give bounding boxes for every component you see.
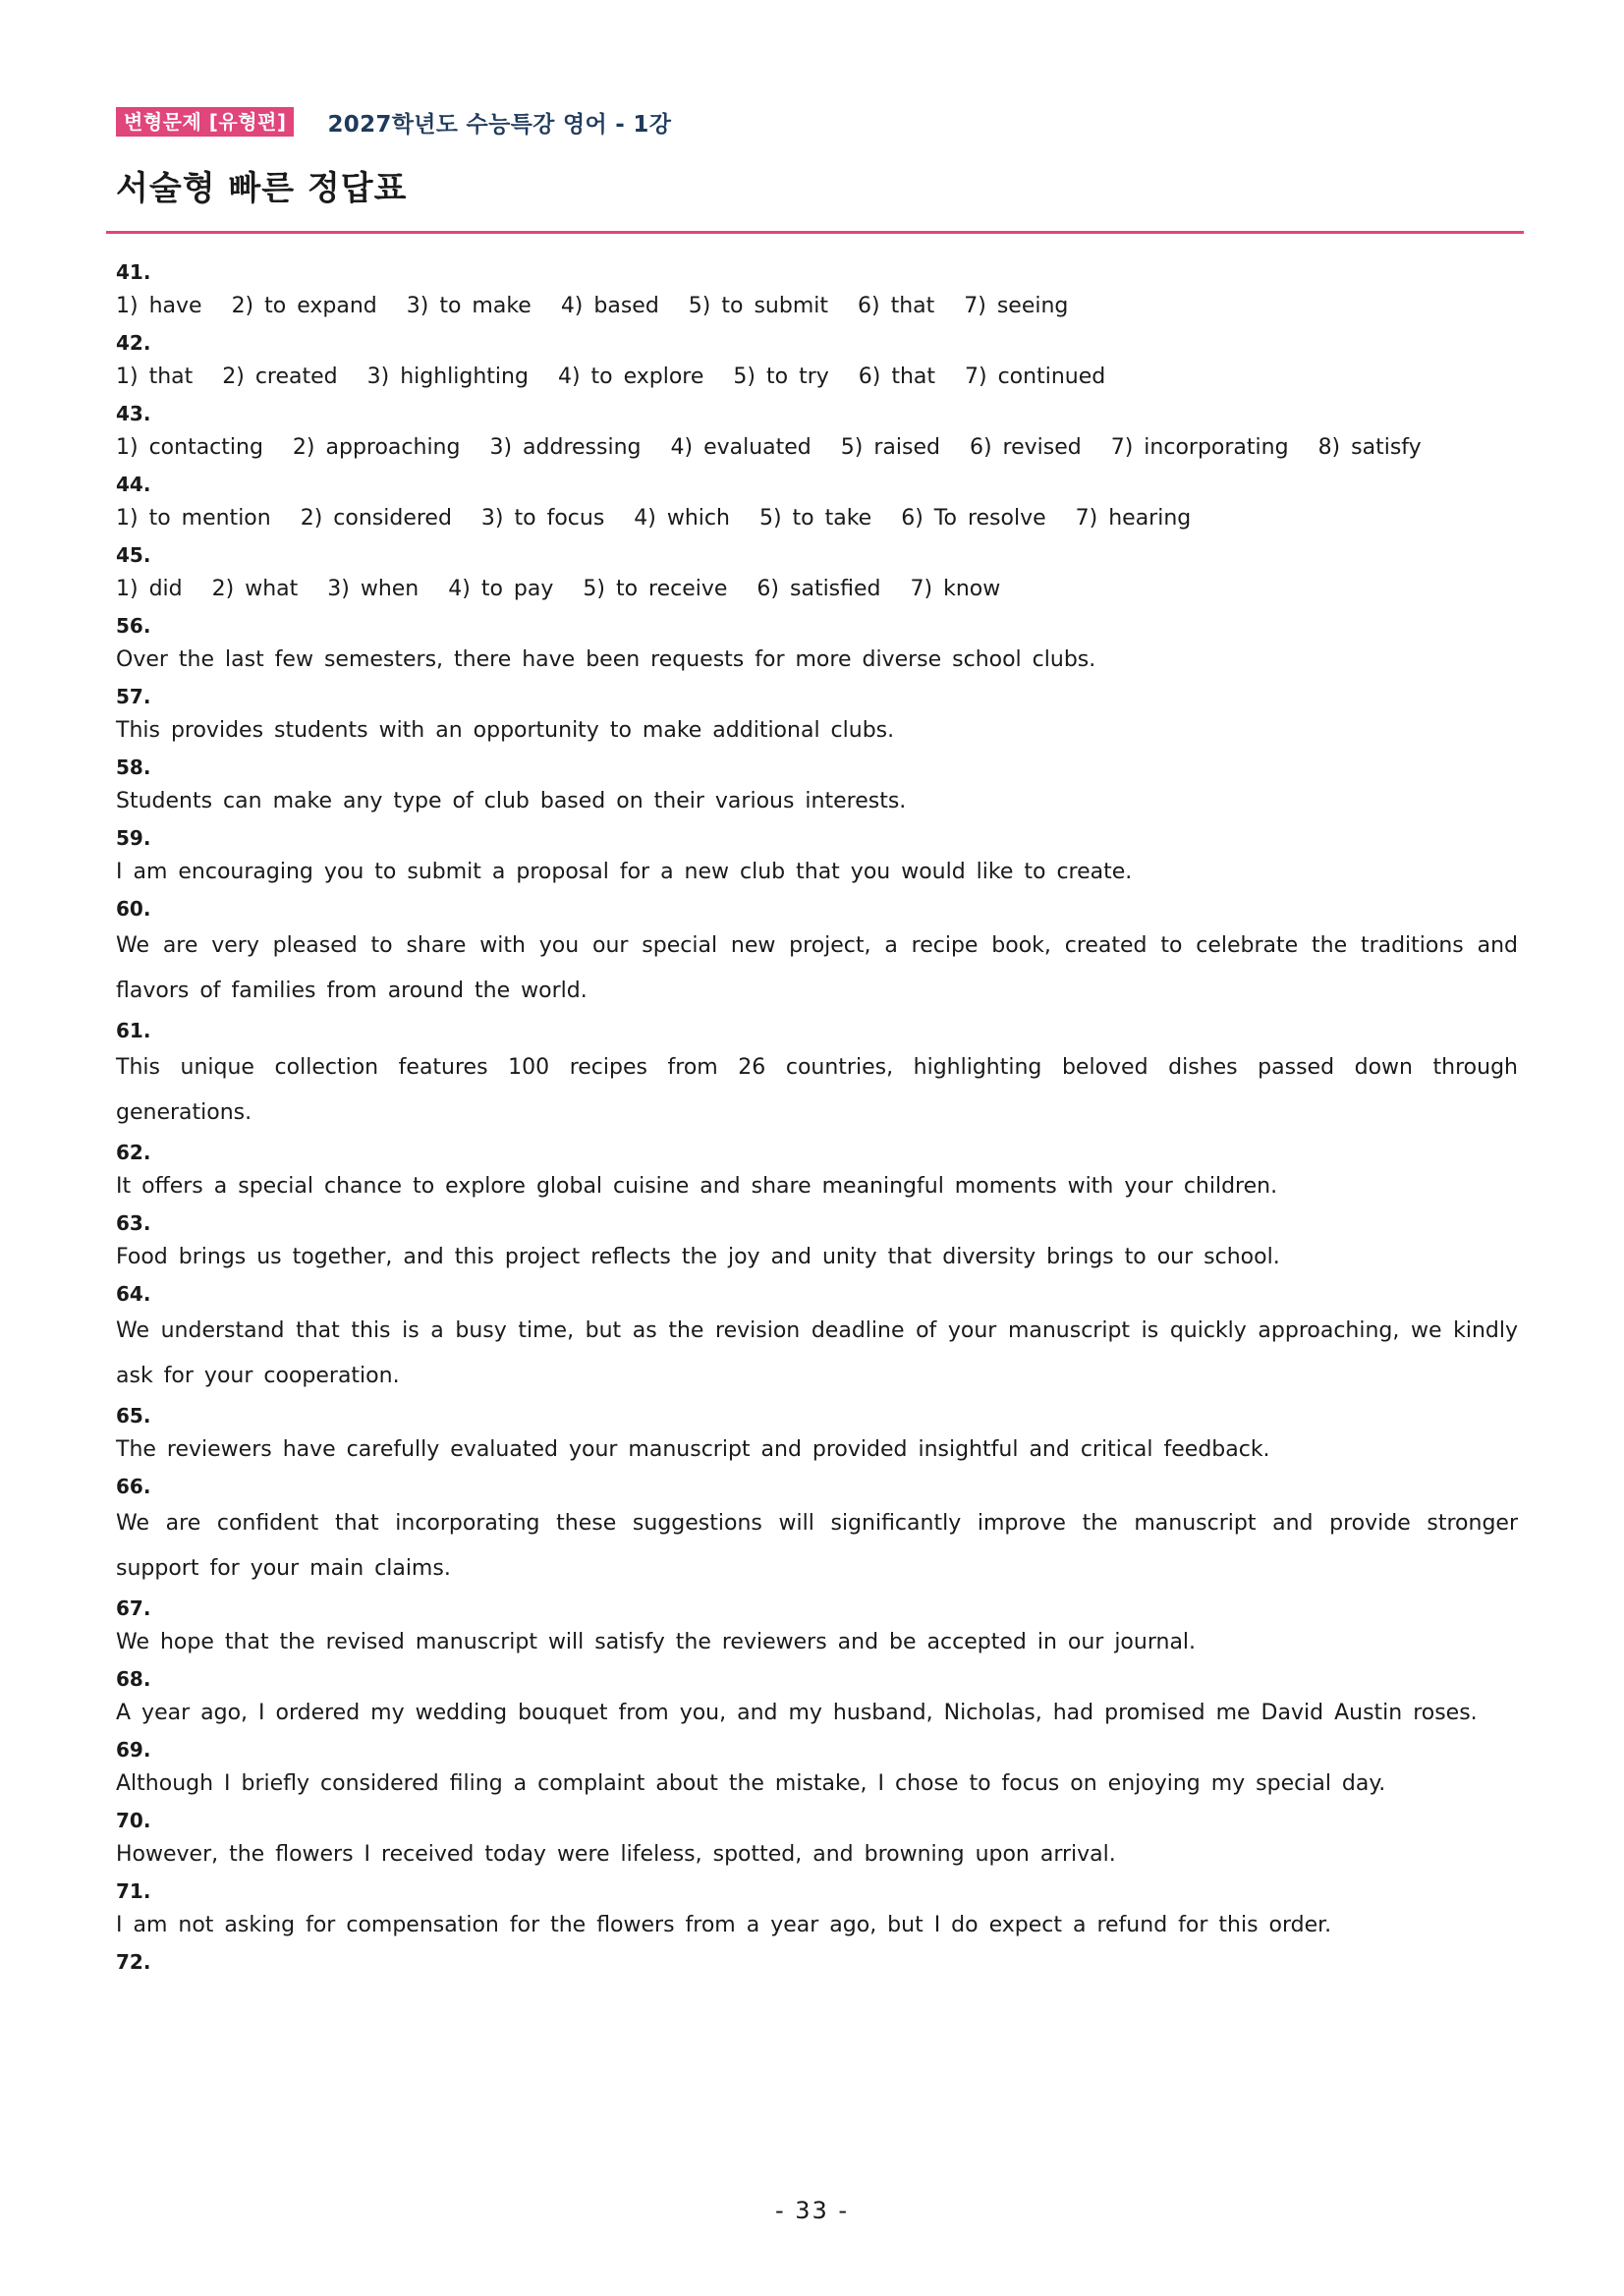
- question-number: 61.: [116, 1019, 151, 1042]
- question-number: 44.: [116, 473, 151, 496]
- answer-sentence: A year ago, I ordered my wedding bouquet from you, and my husband, Nicholas, had promised me David Austin roses.: [116, 1701, 1478, 1725]
- answer-part: 3) addressing: [489, 435, 642, 460]
- answer-part: 7) incorporating: [1110, 435, 1289, 460]
- answer-part: 5) raised: [840, 435, 940, 460]
- answer-part: 7) continued: [965, 364, 1106, 389]
- question-number: 62.: [116, 1141, 151, 1164]
- answer-item: [116, 257, 1518, 326]
- question-number: 72.: [116, 1950, 151, 1974]
- answer-sentence: I am encouraging you to submit a proposal for a new club that you would like to create.: [116, 860, 1133, 884]
- answer-item: [116, 1279, 1518, 1399]
- answer-part: 1) that: [116, 364, 194, 389]
- answer-part: 7) hearing: [1075, 506, 1192, 531]
- answer-list: [116, 257, 1518, 1979]
- question-number: 58.: [116, 756, 151, 779]
- answer-part: 1) to mention: [116, 506, 271, 531]
- answer-choices: [116, 428, 1518, 468]
- answer-part: 2) to expand: [231, 294, 377, 318]
- section-tag: 변형문제 [유형편]: [116, 107, 294, 137]
- question-number: 64.: [116, 1282, 151, 1306]
- answer-item: [116, 611, 1518, 680]
- answer-part: 4) based: [560, 294, 659, 318]
- question-number: 42.: [116, 331, 151, 355]
- answer-part: 5) to take: [758, 506, 872, 531]
- answer-item: [116, 1016, 1518, 1136]
- answer-part: 4) evaluated: [670, 435, 812, 460]
- question-number: 63.: [116, 1211, 151, 1235]
- answer-item: [116, 1138, 1518, 1206]
- answer-item: [116, 1876, 1518, 1945]
- answer-sentence: We are very pleased to share with you our special new project, a recipe book, created to celebrate the traditions and flavors of families from around the world.: [116, 933, 1518, 1003]
- answer-sentence: I am not asking for compensation for the flowers from a year ago, but I do expect a refund for this order.: [116, 1913, 1332, 1937]
- question-number: 60.: [116, 897, 151, 921]
- answer-choices: [116, 570, 1518, 609]
- question-number: 68.: [116, 1667, 151, 1691]
- answer-item: [116, 682, 1518, 751]
- answer-part: 5) to try: [733, 364, 829, 389]
- answer-part: 3) to focus: [480, 506, 605, 531]
- answer-sentence: Food brings us together, and this project reflects the joy and unity that diversity brings to our school.: [116, 1245, 1280, 1269]
- page-title: 서술형 빠른 정답표: [116, 169, 408, 208]
- question-number: 45.: [116, 543, 151, 567]
- answer-item: [116, 1401, 1518, 1470]
- answer-part: 6) that: [858, 364, 936, 389]
- question-number: 66.: [116, 1475, 151, 1498]
- answer-choices: [116, 287, 1518, 326]
- answer-item: [116, 1208, 1518, 1277]
- answer-sentence: The reviewers have carefully evaluated your manuscript and provided insightful and critical feedback.: [116, 1437, 1270, 1462]
- answer-sentence: We understand that this is a busy time, but as the revision deadline of your manuscript is quickly approaching, we kindly ask for your cooperation.: [116, 1318, 1518, 1388]
- question-number: 59.: [116, 826, 151, 850]
- question-number: 69.: [116, 1738, 151, 1762]
- answer-item: [116, 1947, 1518, 1977]
- answer-item: [116, 1594, 1518, 1662]
- answer-part: 3) highlighting: [366, 364, 529, 389]
- question-number: 71.: [116, 1879, 151, 1903]
- question-number: 43.: [116, 402, 151, 425]
- answer-part: 2) considered: [300, 506, 452, 531]
- answer-part: 6) revised: [969, 435, 1082, 460]
- answer-item: [116, 823, 1518, 892]
- answer-sentence: We hope that the revised manuscript will satisfy the reviewers and be accepted in our journal.: [116, 1630, 1197, 1654]
- answer-part: 7) know: [910, 577, 1001, 601]
- answer-item: [116, 894, 1518, 1014]
- answer-sentence: Students can make any type of club based on their various interests.: [116, 789, 907, 813]
- answer-part: 4) to pay: [448, 577, 554, 601]
- question-number: 70.: [116, 1809, 151, 1832]
- question-number: 67.: [116, 1596, 151, 1620]
- answer-part: 8) satisfy: [1317, 435, 1422, 460]
- answer-sentence: This unique collection features 100 recipes from 26 countries, highlighting beloved dishes passed down through generations.: [116, 1055, 1518, 1125]
- answer-part: 3) when: [327, 577, 420, 601]
- question-number: 41.: [116, 260, 151, 284]
- answer-item: [116, 540, 1518, 609]
- answer-part: 3) to make: [406, 294, 532, 318]
- answer-part: 4) which: [634, 506, 730, 531]
- answer-choices: [116, 499, 1518, 538]
- subject-title: 2027학년도 수능특강 영어 - 1강: [327, 111, 672, 138]
- answer-part: 6) satisfied: [756, 577, 881, 601]
- answer-part: 1) have: [116, 294, 202, 318]
- answer-item: [116, 753, 1518, 821]
- answer-item: [116, 1806, 1518, 1875]
- answer-item: [116, 328, 1518, 397]
- answer-part: 1) contacting: [116, 435, 263, 460]
- answer-part: 4) to explore: [557, 364, 704, 389]
- page-header: [116, 106, 671, 138]
- answer-item: [116, 1472, 1518, 1592]
- answer-sentence: Although I briefly considered filing a complaint about the mistake, I chose to focus on enjoying my special day.: [116, 1771, 1386, 1796]
- answer-item: [116, 470, 1518, 538]
- answer-part: 2) what: [211, 577, 299, 601]
- header-divider: [106, 231, 1524, 234]
- question-number: 65.: [116, 1404, 151, 1428]
- answer-part: 7) seeing: [964, 294, 1069, 318]
- answer-part: 1) did: [116, 577, 183, 601]
- answer-part: 5) to receive: [583, 577, 728, 601]
- question-number: 57.: [116, 685, 151, 708]
- answer-sentence: Over the last few semesters, there have been requests for more diverse school clubs.: [116, 647, 1096, 672]
- answer-part: 6) To resolve: [901, 506, 1046, 531]
- answer-choices: [116, 358, 1518, 397]
- page-number: - 33 -: [774, 2197, 850, 2224]
- answer-part: 2) approaching: [292, 435, 461, 460]
- answer-sentence: This provides students with an opportunity to make additional clubs.: [116, 718, 895, 743]
- answer-item: [116, 1735, 1518, 1804]
- answer-part: 5) to submit: [688, 294, 828, 318]
- answer-sentence: It offers a special chance to explore global cuisine and share meaningful moments with your children.: [116, 1174, 1278, 1199]
- answer-part: 6) that: [858, 294, 935, 318]
- answer-part: 2) created: [222, 364, 338, 389]
- answer-item: [116, 1664, 1518, 1733]
- answer-item: [116, 399, 1518, 468]
- question-number: 56.: [116, 614, 151, 638]
- answer-sentence: We are confident that incorporating these suggestions will significantly improve the manuscript and provide stronger support for your main claims.: [116, 1511, 1518, 1581]
- answer-sentence: However, the flowers I received today were lifeless, spotted, and browning upon arrival.: [116, 1842, 1116, 1867]
